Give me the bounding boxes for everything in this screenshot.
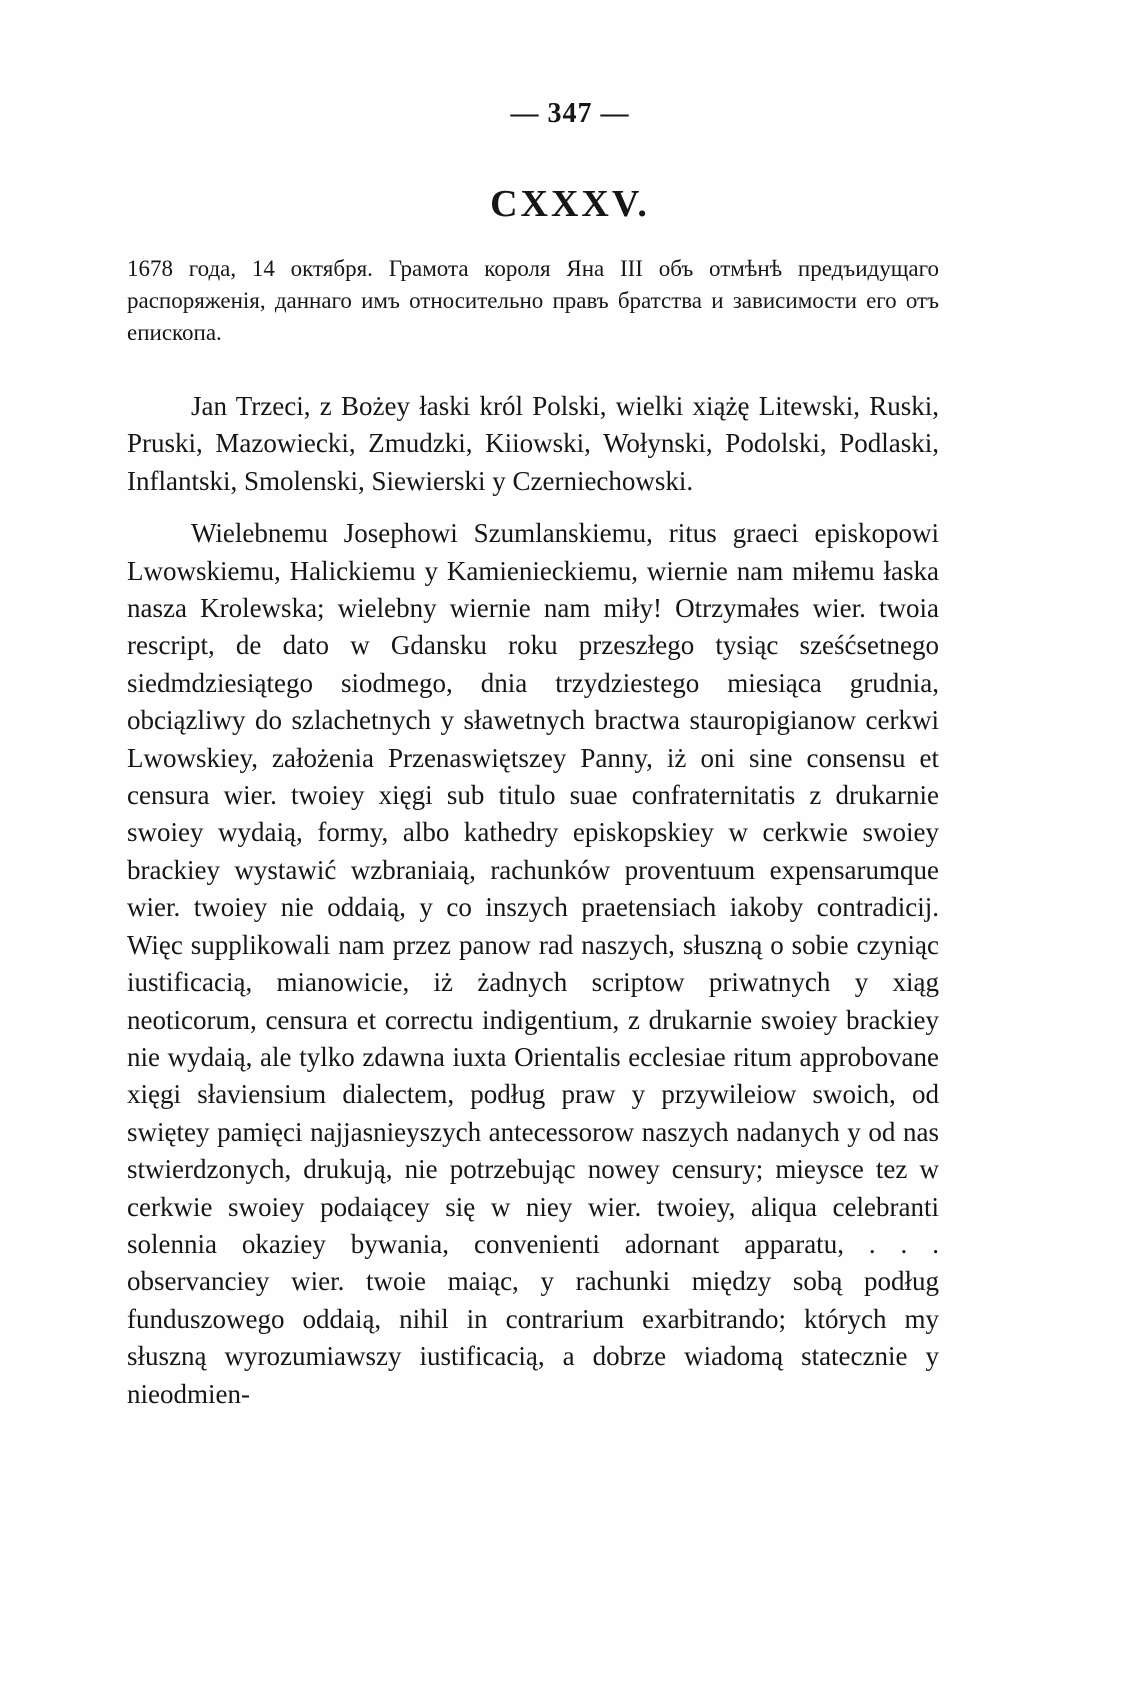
document-summary: 1678 года, 14 октября. Грамота короля Яна III объ отмѣнѣ предъидущаго распоряженія, даннаго имъ относительно правъ братства и зависимости его отъ епископа. <box>127 256 939 345</box>
paragraph-main: Wielebnemu Josephowi Szumlanskiemu, ritus graeci episkopowi Lwowskiemu, Halickiemu y Kamienieckiemu, wiernie nam miłemu łaska nasza Krolewska; wielebny wiernie nam miły! Otrzymałes wier. twoia rescript, de dato w Gdansku roku przeszłego tysiąc sześćsetnego siedmdziesiątego siodmego, dnia trzydziestego miesiąca grudnia, obciązliwy do szlachetnych y sławetnych bractwa stauropigianow cerkwi Lwowskiey, założenia Przenaswiętszey Panny, iż oni sine consensu et censura wier. twoiey xięgi sub titulo suae confraternitatis z drukarnie swoiey wydaią, formy, albo kathedry episkopskiey w cerkwie swoiey brackiey wystawić wzbraniaią, rachunków proventuum expensarumque wier. twoiey nie oddaią, y co inszych praetensiach iakoby contradicij. Więc supplikowali nam przez panow rad naszych, słuszną o sobie czyniąc iustificacią, mianowicie, iż żadnych scriptow priwatnych y xiąg neoticorum, censura et correctu indigentium, z drukarnie swoiey brackiey nie wydaią, ale tylko zdawna iuxta Orientalis ecclesiae ritum approbovane xięgi słaviensium dialectem, podług praw y przywileiow swoich, od swiętey pamięci najjasnieyszych antecessorow naszych nadanych y od nas stwierdzonych, drukują, nie potrzebując nowey censury; mieysce tez w cerkwie swoiey podaiącey się w niey wier. twoiey, aliqua celebranti solennia okaziey bywania, convenienti adornant apparatu, . . . observanciey wier. twoie maiąc, y rachunki między sobą podług funduszowego oddaią, nihil in contrarium exarbitrando; których my słuszną wyrozumiawszy iustificacią, a dobrze wiadomą statecznie y nieodmien- <box>127 518 939 1409</box>
document-title: CXXXV. <box>490 183 650 225</box>
page-number: — 347 — <box>510 98 630 129</box>
paragraph-salutation: Jan Trzeci, z Bożey łaski król Polski, wielki xiążę Litewski, Ruski, Pruski, Mazowiecki, Zmudzki, Kiiowski, Wołynski, Podolski, Podlaski, Inflantski, Smolenski, Siewierski y Czerniechowski. <box>127 391 939 496</box>
document-body <box>127 388 939 1413</box>
